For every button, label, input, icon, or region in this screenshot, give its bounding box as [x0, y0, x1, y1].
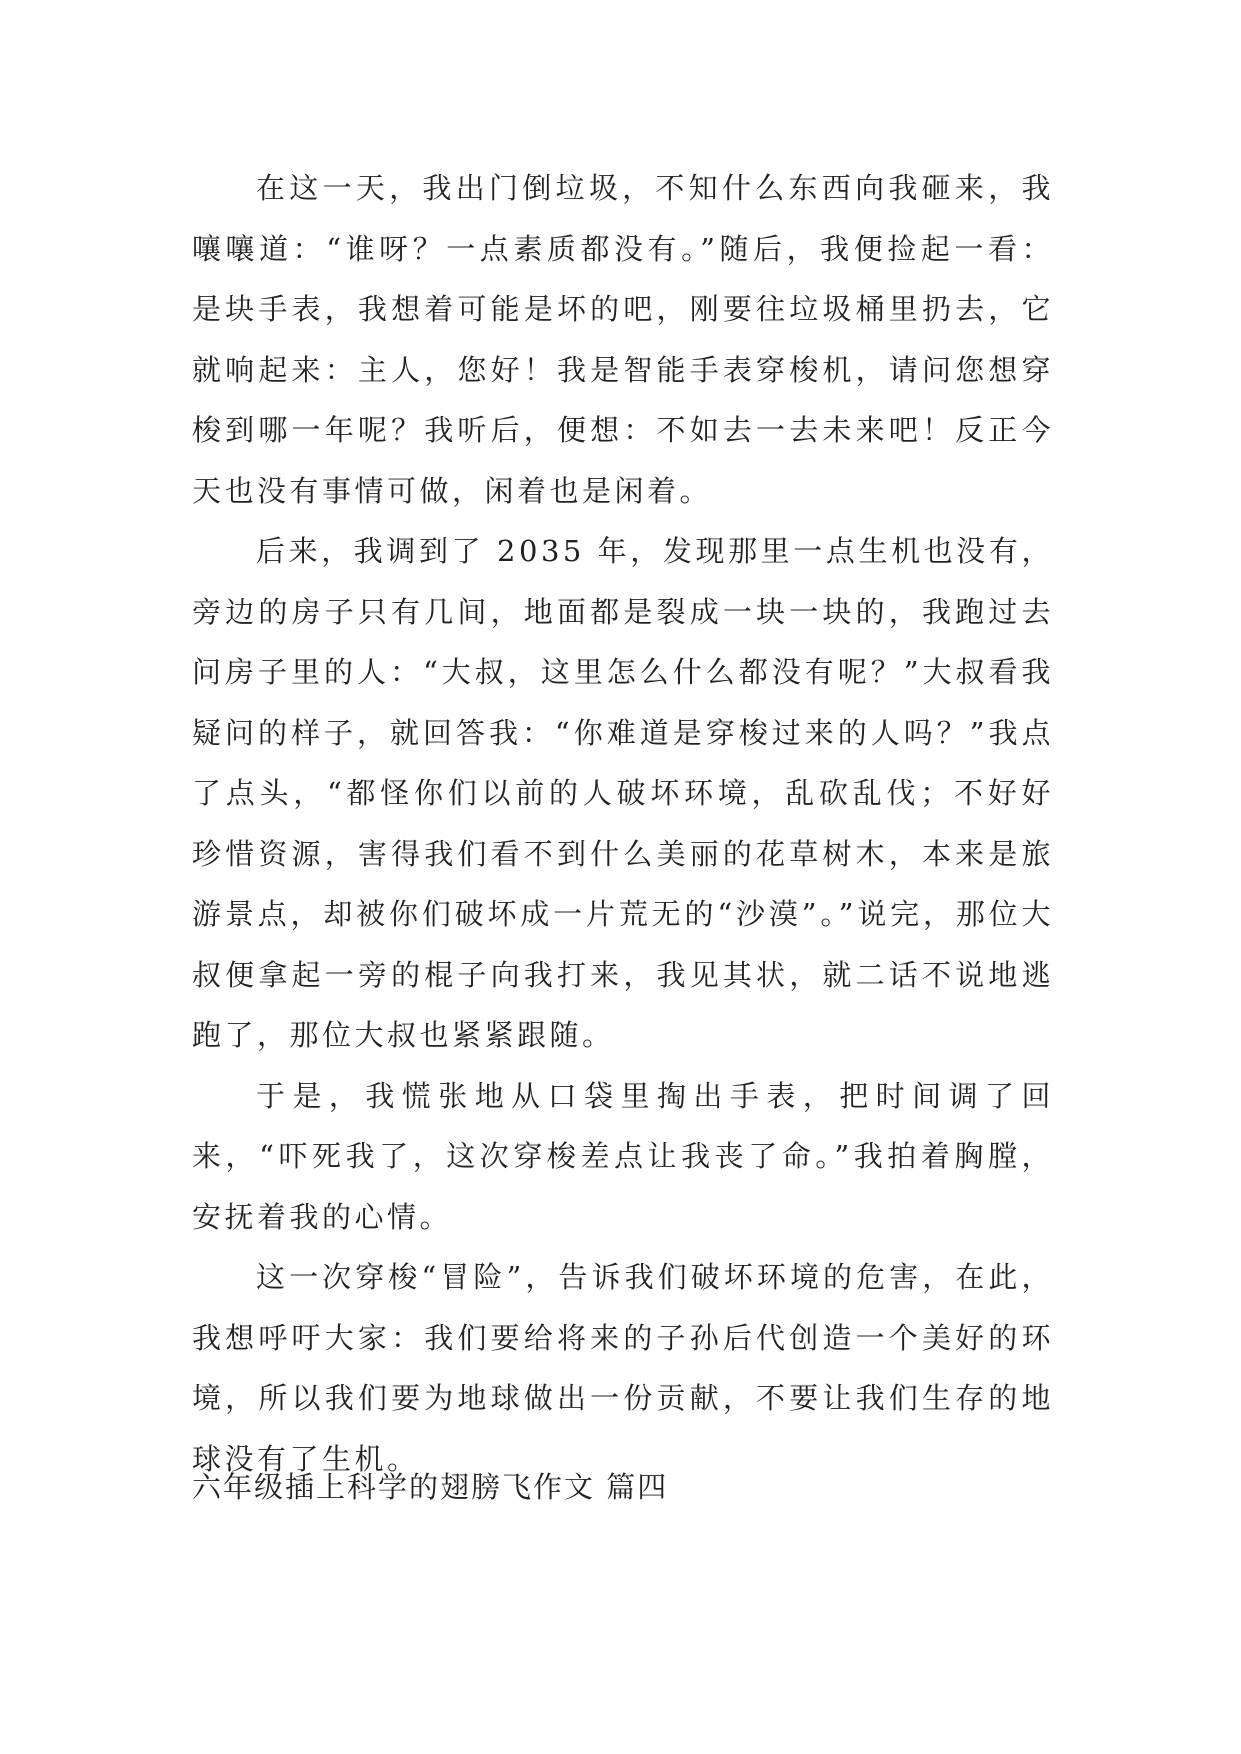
paragraph: 在这一天，我出门倒垃圾，不知什么东西向我砸来，我嚷嚷道：“谁呀？一点素质都没有。”随后，我便捡起一看：是块手表，我想着可能是坏的吧，刚要往垃圾桶里扔去，它就响起来：主人，您好！我是智能手表穿梭机，请问您想穿梭到哪一年呢？我听后，便想：不如去一去未来吧！反正今天也没有事情可做，闲着也是闲着。 — [192, 171, 1054, 508]
paragraph: 于是，我慌张地从口袋里掏出手表，把时间调了回来，“吓死我了，这次穿梭差点让我丧了命。”我拍着胸膛，安抚着我的心情。 — [192, 1078, 1054, 1234]
paragraph: 后来，我调到了 2035 年，发现那里一点生机也没有，旁边的房子只有几间，地面都是裂成一块一块的，我跑过去问房子里的人：“大叔，这里怎么什么都没有呢？”大叔看我疑问的样子，就回答我：“你难道是穿梭过来的人吗？”我点了点头，“都怪你们以前的人破坏环境，乱砍乱伐；不好好珍惜资源，害得我们看不到什么美丽的花草树木，本来是旅游景点，却被你们破坏成一片荒无的“沙漠”。”说完，那位大叔便拿起一旁的棍子向我打来，我见其状，就二话不说地逃跑了，那位大叔也紧紧跟随。 — [192, 534, 1054, 1052]
article-body — [192, 158, 1054, 1489]
section-heading: 六年级插上科学的翅膀飞作文 篇四 — [192, 1470, 669, 1504]
paragraph: 这一次穿梭“冒险”，告诉我们破坏环境的危害，在此，我想呼吁大家：我们要给将来的子孙后代创造一个美好的环境，所以我们要为地球做出一份贡献，不要让我们生存的地球没有了生机。 — [192, 1260, 1054, 1476]
